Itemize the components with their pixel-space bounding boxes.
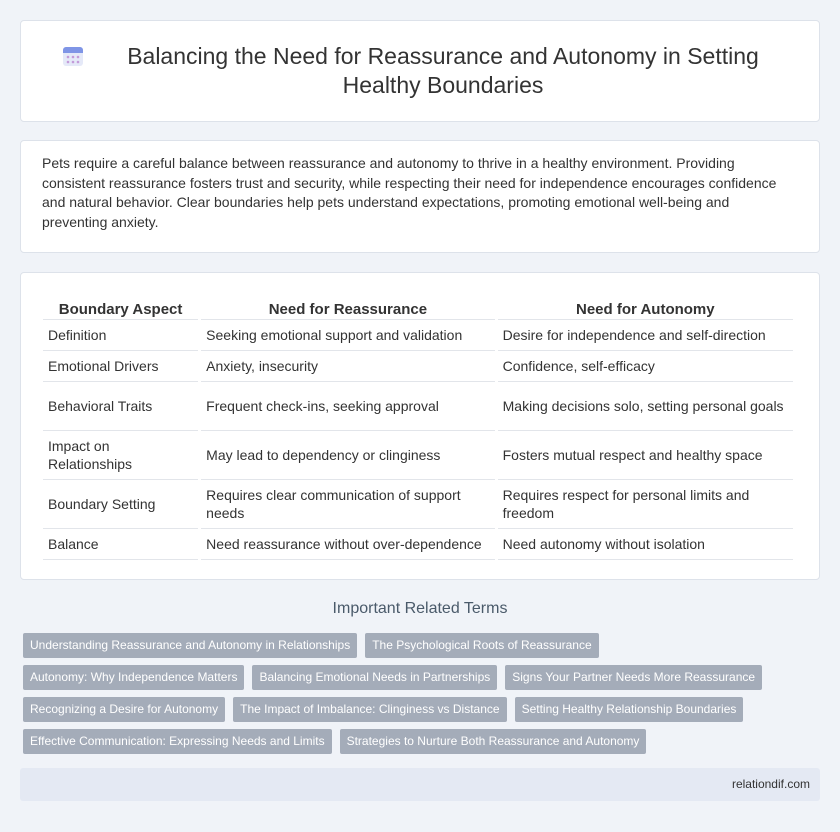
term-tag[interactable]: Autonomy: Why Independence Matters bbox=[23, 665, 244, 690]
term-tag[interactable]: The Psychological Roots of Reassurance bbox=[365, 633, 598, 658]
table-row bbox=[43, 382, 793, 431]
tag-row bbox=[23, 697, 823, 722]
table-cell: Making decisions solo, setting personal goals bbox=[498, 382, 793, 431]
related-terms-title: Important Related Terms bbox=[332, 600, 508, 617]
tag-row bbox=[23, 729, 823, 754]
header-need-for-reassurance: Need for Reassurance bbox=[201, 295, 494, 320]
table-header-row bbox=[43, 295, 793, 320]
table-row bbox=[43, 529, 793, 560]
table-row bbox=[43, 480, 793, 529]
term-tag[interactable]: Balancing Emotional Needs in Partnerships bbox=[252, 665, 497, 690]
term-tag[interactable]: Recognizing a Desire for Autonomy bbox=[23, 697, 225, 722]
table-cell: Fosters mutual respect and healthy space bbox=[498, 431, 793, 480]
table-cell: Desire for independence and self-direction bbox=[498, 320, 793, 351]
related-terms-list bbox=[23, 633, 823, 761]
footer-site-link[interactable]: relationdif.com bbox=[731, 777, 810, 791]
intro-card bbox=[20, 140, 820, 253]
table-cell: Confidence, self-efficacy bbox=[498, 351, 793, 382]
table-cell: May lead to dependency or clinginess bbox=[201, 431, 494, 480]
table-row bbox=[43, 351, 793, 382]
term-tag[interactable]: Effective Communication: Expressing Needs and Limits bbox=[23, 729, 332, 754]
table-row bbox=[43, 320, 793, 351]
table-row bbox=[43, 431, 793, 480]
table-cell: Definition bbox=[43, 320, 198, 351]
table-cell: Impact on Relationships bbox=[43, 431, 198, 480]
table-cell: Need reassurance without over-dependence bbox=[201, 529, 494, 560]
intro-text: Pets require a careful balance between reassurance and autonomy to thrive in a healthy environment. Providing consistent reassurance fosters trust and security, while respecting their need for independence encourages confidence and natural behavior. Clear boundaries help pets understand expectations, promoting emotional well-being and preventing anxiety. bbox=[42, 155, 777, 230]
table-cell: Boundary Setting bbox=[43, 480, 198, 529]
comparison-table-card bbox=[20, 272, 820, 580]
footer bbox=[20, 768, 820, 801]
table-cell: Balance bbox=[43, 529, 198, 560]
header-inner bbox=[61, 42, 779, 100]
header-card bbox=[20, 20, 820, 122]
table-cell: Behavioral Traits bbox=[43, 382, 198, 431]
calendar-icon bbox=[61, 44, 85, 68]
table-cell: Emotional Drivers bbox=[43, 351, 198, 382]
table-cell: Frequent check-ins, seeking approval bbox=[201, 382, 494, 431]
table-cell: Anxiety, insecurity bbox=[201, 351, 494, 382]
table-cell: Requires respect for personal limits and freedom bbox=[498, 480, 793, 529]
term-tag[interactable]: Understanding Reassurance and Autonomy in Relationships bbox=[23, 633, 357, 658]
header-need-for-autonomy: Need for Autonomy bbox=[498, 295, 793, 320]
page-title: Balancing the Need for Reassurance and Autonomy in Setting Healthy Boundaries bbox=[127, 43, 759, 98]
table-cell: Need autonomy without isolation bbox=[498, 529, 793, 560]
term-tag[interactable]: The Impact of Imbalance: Clinginess vs Distance bbox=[233, 697, 506, 722]
term-tag[interactable]: Setting Healthy Relationship Boundaries bbox=[515, 697, 744, 722]
table-cell: Seeking emotional support and validation bbox=[201, 320, 494, 351]
term-tag[interactable]: Signs Your Partner Needs More Reassurance bbox=[505, 665, 762, 690]
header-boundary-aspect: Boundary Aspect bbox=[43, 295, 198, 320]
tag-row bbox=[23, 665, 823, 690]
comparison-table bbox=[40, 295, 796, 560]
tag-row bbox=[23, 633, 823, 658]
table-cell: Requires clear communication of support needs bbox=[201, 480, 494, 529]
term-tag[interactable]: Strategies to Nurture Both Reassurance and Autonomy bbox=[340, 729, 647, 754]
